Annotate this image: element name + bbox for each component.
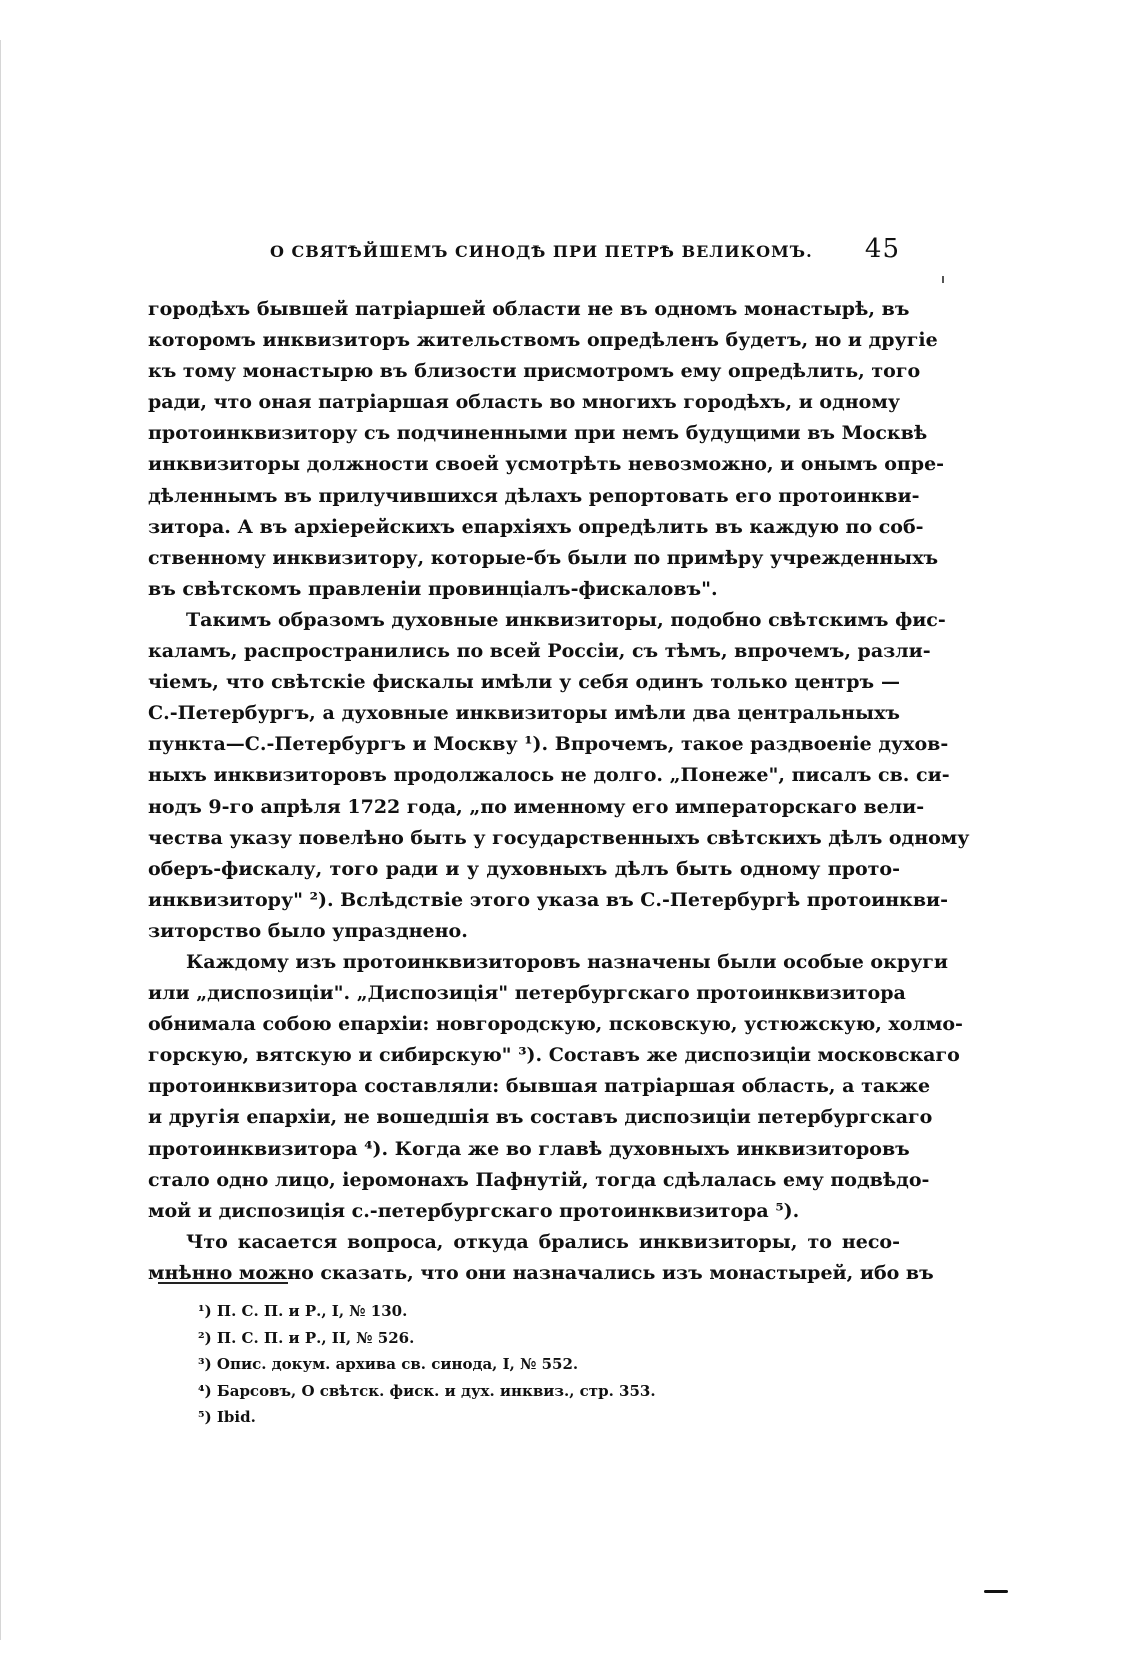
footnote bbox=[198, 1404, 758, 1431]
footnote-mark: ⁵) bbox=[198, 1408, 212, 1426]
text-line: мой и диспозиція с.-петербургскаго протоинквизитора ⁵). bbox=[148, 1199, 800, 1222]
text-line: Каждому изъ протоинквизиторовъ назначены были особые округи bbox=[186, 950, 949, 973]
text-line: протоинквизитору съ подчиненными при немъ будущими въ Москвѣ bbox=[148, 422, 928, 445]
text-line: инквизиторы должности своей усмотрѣть невозможно, и онымъ опре- bbox=[148, 453, 945, 476]
text-line: горскую, вятскую и сибирскую" ³). Составъ же диспозиціи московскаго bbox=[148, 1044, 960, 1067]
footnote-text: П. С. П. и Р., II, № 526. bbox=[216, 1328, 415, 1347]
footnote-mark: ²) bbox=[198, 1328, 212, 1347]
text-line: чества указу повелѣно быть у государственныхъ свѣтскихъ дѣлъ одному bbox=[148, 826, 970, 849]
footnote-text: Барсовъ, О свѣтск. фиск. и дух. инквиз., стр. 353. bbox=[216, 1381, 656, 1400]
paragraph-1 bbox=[148, 294, 945, 605]
text-line: ственному инквизитору, которые-бъ были по примѣру учрежденныхъ bbox=[148, 546, 939, 569]
text-line: нодъ 9-го апрѣля 1722 года, „по именному его императорскаго вели- bbox=[148, 795, 925, 818]
text-line: которомъ инквизиторъ жительствомъ опредѣленъ будетъ, но и другіе bbox=[148, 329, 938, 352]
text-line: стало одно лицо, іеромонахъ Пафнутій, тогда сдѣлалась ему подвѣдо- bbox=[148, 1168, 930, 1191]
footnote-mark: ¹) bbox=[198, 1302, 212, 1320]
scan-speck bbox=[942, 276, 944, 283]
text-line: мнѣнно можно сказать, что они назначались изъ монастырей, ибо въ bbox=[148, 1261, 934, 1284]
footnote-text: П. С. П. и Р., I, № 130. bbox=[216, 1302, 408, 1320]
text-line: Такимъ образомъ духовные инквизиторы, подобно свѣтскимъ фис- bbox=[186, 608, 946, 631]
text-line: Что касается вопроса, откуда брались инквизиторы, то несо- bbox=[186, 1230, 900, 1253]
footnote bbox=[198, 1378, 758, 1405]
text-line: зиторство было упразднено. bbox=[148, 919, 468, 942]
footnote bbox=[198, 1351, 758, 1378]
paragraph-2 bbox=[148, 605, 970, 947]
text-line: къ тому монастырю въ близости присмотромъ ему опредѣлить, того bbox=[148, 360, 921, 383]
text-line: протоинквизитора ⁴). Когда же во главѣ духовныхъ инквизиторовъ bbox=[148, 1137, 910, 1160]
text-line: въ свѣтскомъ правленіи провинціалъ-фискаловъ". bbox=[148, 577, 718, 600]
footnote-text: Опис. докум. архива св. синода, I, № 552. bbox=[216, 1355, 579, 1373]
text-line: зитора. А въ архіерейскихъ епархіяхъ опредѣлить въ каждую по соб- bbox=[148, 515, 924, 538]
text-line: городѣхъ бывшей патріаршей области не въ одномъ монастырѣ, въ bbox=[148, 298, 910, 320]
text-line: инквизитору" ²). Вслѣдствіе этого указа въ С.-Петербургѣ протоинкви- bbox=[148, 888, 949, 911]
body-text bbox=[148, 294, 970, 1289]
text-line: оберъ-фискалу, того ради и у духовныхъ дѣлъ быть одному прото- bbox=[148, 857, 900, 880]
text-line: и другія епархіи, не вошедшія въ составъ диспозиціи петербургскаго bbox=[148, 1106, 933, 1129]
page-number: 45 bbox=[864, 234, 900, 264]
footnote bbox=[198, 1325, 758, 1352]
paragraph-4 bbox=[148, 1227, 934, 1289]
text-line: чіемъ, что свѣтскіе фискалы имѣли у себя одинъ только центръ — bbox=[148, 671, 900, 694]
footnote-divider bbox=[158, 1282, 288, 1284]
scan-edge bbox=[0, 40, 1, 1640]
footnote-mark: ³) bbox=[198, 1355, 212, 1373]
footnote-mark: ⁴) bbox=[198, 1381, 212, 1400]
text-line: дѣленнымъ въ прилучившихся дѣлахъ репортовать его протоинкви- bbox=[148, 484, 920, 507]
text-line: или „диспозиціи". „Диспозиція" петербургскаго протоинквизитора bbox=[148, 982, 906, 1005]
footnotes bbox=[198, 1298, 758, 1431]
page-header bbox=[148, 234, 900, 272]
text-line: ради, что оная патріаршая область во многихъ городѣхъ, и одному bbox=[148, 391, 901, 414]
footnote bbox=[198, 1298, 758, 1325]
text-line: обнимала собою епархіи: новгородскую, псковскую, устюжскую, холмо- bbox=[148, 1013, 963, 1036]
text-line: С.-Петербургъ, а духовные инквизиторы имѣли два центральныхъ bbox=[148, 702, 900, 725]
footnote-text: Ibid. bbox=[216, 1408, 256, 1426]
scan-speck bbox=[984, 1590, 1008, 1593]
paragraph-3 bbox=[148, 947, 963, 1227]
text-line: ныхъ инквизиторовъ продолжалось не долго. „Понеже", писалъ св. си- bbox=[148, 764, 950, 787]
text-line: пункта—С.-Петербургъ и Москву ¹). Впрочемъ, такое раздвоеніе духов- bbox=[148, 733, 949, 756]
text-line: протоинквизитора составляли: бывшая патріаршая область, а также bbox=[148, 1075, 931, 1098]
text-line: каламъ, распространились по всей Россіи, съ тѣмъ, впрочемъ, разли- bbox=[148, 640, 931, 663]
running-title: О СВЯТѢЙШЕМЪ СИНОДѢ ПРИ ПЕТРѢ ВЕЛИКОМЪ. bbox=[270, 242, 813, 261]
